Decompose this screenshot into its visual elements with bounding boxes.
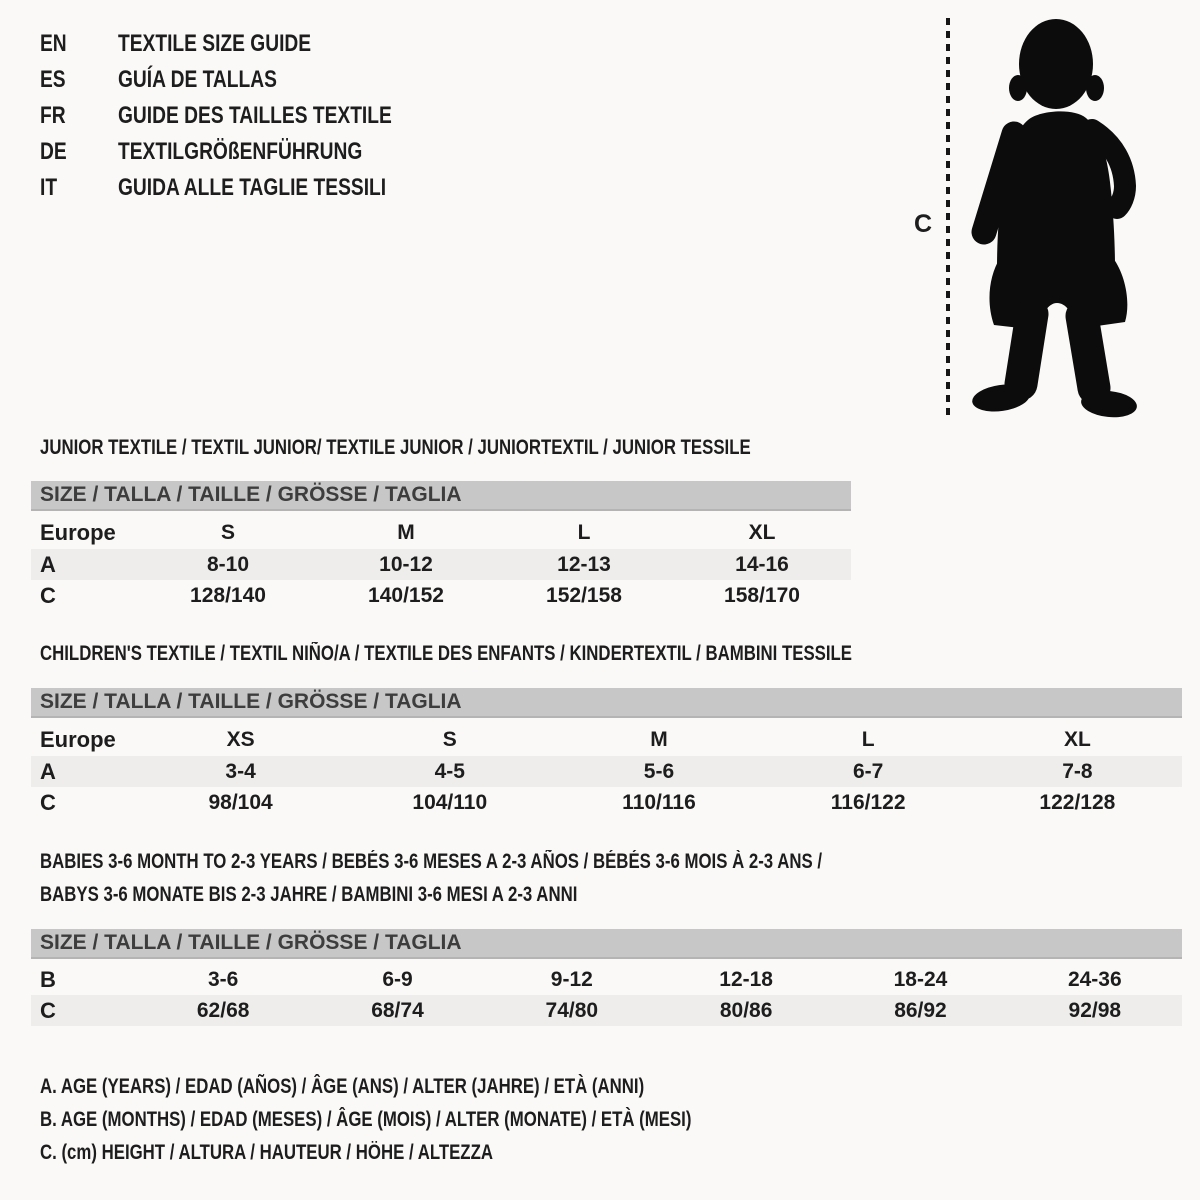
size-cell: 110/116 — [622, 790, 696, 814]
babies-title-line-1: BABIES 3-6 MONTH TO 2-3 YEARS / BEBÉS 3-6 MESES A 2-3 AÑOS / BÉBÉS 3-6 MOIS À 2-3 ANS / — [40, 850, 823, 873]
size-cell: 74/80 — [545, 998, 599, 1022]
legend-line-c — [40, 1136, 854, 1169]
size-cell: XL — [1063, 727, 1091, 751]
babies-title-line-2: BABYS 3-6 MONATE BIS 2-3 JAHRE / BAMBINI 3-6 MESI A 2-3 ANNI — [40, 883, 578, 906]
size-cell: 12-13 — [557, 552, 611, 576]
table-row — [31, 723, 1182, 756]
size-cell: 6-7 — [852, 759, 884, 783]
legend-line-a — [40, 1070, 854, 1103]
language-code: ES — [40, 66, 66, 93]
language-list — [40, 26, 460, 206]
language-label: TEXTILGRÖßENFÜHRUNG — [118, 138, 363, 165]
size-cell: 5-6 — [643, 759, 675, 783]
size-cell: 9-12 — [550, 967, 593, 991]
language-row — [40, 26, 460, 62]
size-cell: 98/104 — [208, 790, 273, 814]
children-section-title-text: CHILDREN'S TEXTILE / TEXTIL NIÑO/A / TEXTILE DES ENFANTS / KINDERTEXTIL / BAMBINI TESSILE — [40, 642, 853, 665]
language-code: IT — [40, 174, 58, 201]
size-cell: L — [861, 727, 875, 751]
table-row — [31, 549, 851, 580]
size-cell: 14-16 — [735, 552, 789, 576]
legend-line-b — [40, 1103, 854, 1136]
row-label: A — [40, 551, 56, 577]
language-code: FR — [40, 102, 66, 129]
row-label: C — [40, 789, 56, 815]
size-table-header: SIZE / TALLA / TAILLE / GRÖSSE / TAGLIA — [31, 481, 851, 511]
language-label: GUIDA ALLE TAGLIE TESSILI — [118, 174, 387, 201]
language-label: GUIDE DES TAILLES TEXTILE — [118, 102, 392, 129]
size-cell: 92/98 — [1068, 998, 1122, 1022]
size-cell: 18-24 — [893, 967, 948, 991]
row-label: C — [40, 582, 56, 608]
babies-table — [31, 964, 1182, 1026]
language-row — [40, 134, 460, 170]
size-table-header: SIZE / TALLA / TAILLE / GRÖSSE / TAGLIA — [31, 929, 1182, 959]
row-label: Europe — [40, 519, 116, 545]
size-cell: M — [397, 520, 415, 544]
language-code: EN — [40, 30, 67, 57]
size-cell: S — [442, 727, 457, 751]
size-cell: XS — [226, 727, 255, 751]
babies-size-table — [31, 929, 1182, 1026]
size-cell: 12-18 — [719, 967, 773, 991]
size-cell: 128/140 — [190, 583, 266, 607]
measure-label-c: C — [914, 210, 933, 238]
junior-size-table — [31, 481, 851, 611]
language-label: TEXTILE SIZE GUIDE — [118, 30, 312, 57]
size-cell: 104/110 — [412, 790, 488, 814]
table-row — [31, 756, 1182, 787]
size-cell: 4-5 — [434, 759, 465, 783]
size-cell: 10-12 — [379, 552, 433, 576]
size-cell: 116/122 — [830, 790, 906, 814]
table-row — [31, 516, 851, 549]
legend-line-b-text: B. AGE (MONTHS) / EDAD (MESES) / ÂGE (MOIS) / ALTER (MONATE) / ETÀ (MESI) — [40, 1108, 692, 1131]
children-table — [31, 723, 1182, 818]
row-label: C — [40, 997, 56, 1023]
size-cell: 7-8 — [1062, 759, 1093, 783]
size-cell: XL — [748, 520, 776, 544]
legend — [40, 1070, 854, 1169]
junior-section-title-text: JUNIOR TEXTILE / TEXTIL JUNIOR/ TEXTILE JUNIOR / JUNIORTEXTIL / JUNIOR TESSILE — [40, 436, 751, 459]
size-cell: 140/152 — [368, 583, 444, 607]
size-cell: S — [220, 520, 235, 544]
junior-section-title — [40, 436, 928, 460]
legend-line-c-text: C. (cm) HEIGHT / ALTURA / HAUTEUR / HÖHE / ALTEZZA — [40, 1141, 493, 1164]
size-cell: 152/158 — [546, 583, 622, 607]
row-label: B — [40, 966, 56, 992]
language-row — [40, 170, 460, 206]
size-cell: 158/170 — [724, 583, 800, 607]
size-cell: 3-6 — [207, 967, 239, 991]
size-cell: 24-36 — [1067, 967, 1122, 991]
children-section-title — [40, 642, 1055, 666]
size-table-header: SIZE / TALLA / TAILLE / GRÖSSE / TAGLIA — [31, 688, 1182, 718]
language-code: DE — [40, 138, 67, 165]
legend-line-a-text: A. AGE (YEARS) / EDAD (AÑOS) / ÂGE (ANS) / ALTER (JAHRE) / ETÀ (ANNI) — [40, 1075, 645, 1098]
size-cell: 3-4 — [225, 759, 256, 783]
size-cell: 6-9 — [382, 967, 413, 991]
children-size-table — [31, 688, 1182, 818]
size-cell: M — [650, 727, 668, 751]
babies-section-title — [40, 845, 1018, 911]
language-label: GUÍA DE TALLAS — [118, 66, 277, 93]
junior-table — [31, 516, 851, 611]
table-row — [31, 964, 1182, 995]
size-cell: 80/86 — [719, 998, 773, 1022]
table-row — [31, 580, 851, 611]
size-cell: 62/68 — [196, 998, 250, 1022]
language-row — [40, 98, 460, 134]
size-cell: L — [577, 520, 591, 544]
size-cell: 68/74 — [371, 998, 424, 1022]
size-cell: 86/92 — [894, 998, 947, 1022]
height-measure-line — [946, 18, 950, 416]
language-row — [40, 62, 460, 98]
toddler-silhouette-icon — [968, 16, 1140, 420]
size-cell: 8-10 — [206, 552, 250, 576]
table-row — [31, 995, 1182, 1026]
row-label: A — [40, 758, 56, 784]
row-label: Europe — [40, 726, 116, 752]
table-row — [31, 787, 1182, 818]
size-cell: 122/128 — [1039, 790, 1116, 814]
